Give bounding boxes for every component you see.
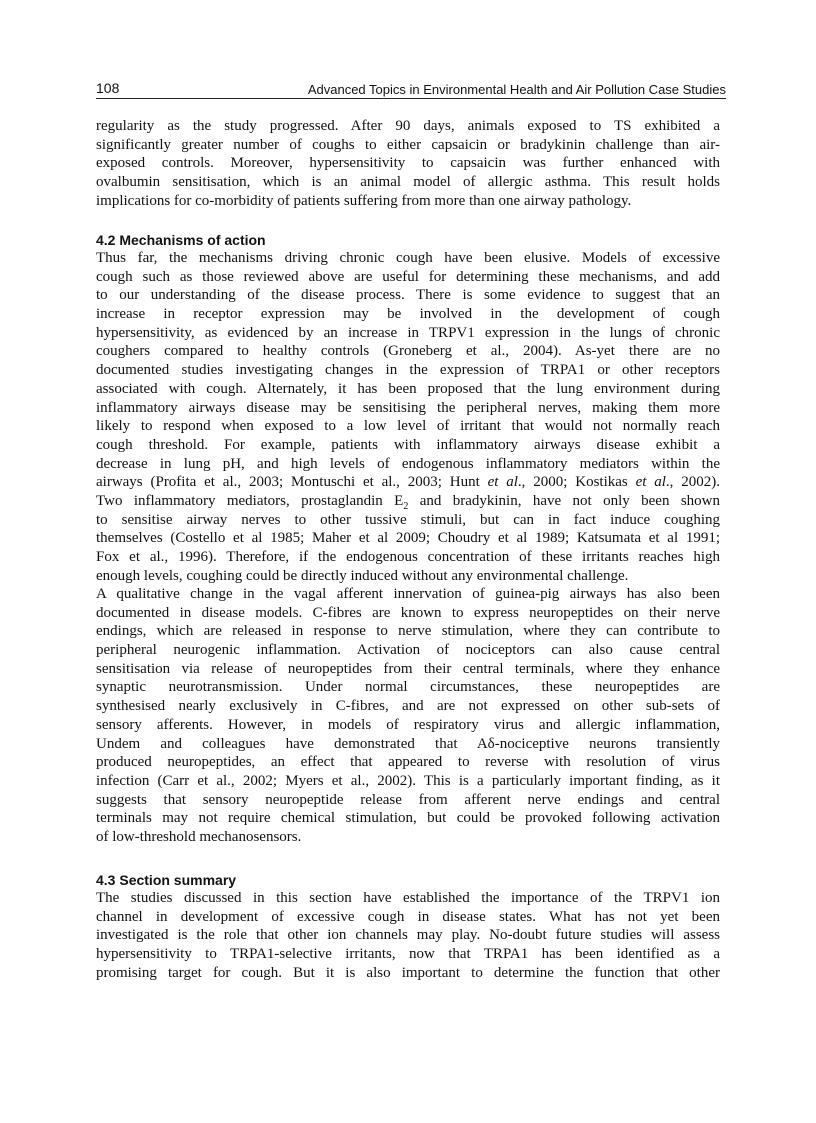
- text-segment: cough such as those reviewed above are useful for determining these mechanisms, and add: [96, 268, 720, 285]
- text-line: [96, 828, 720, 847]
- text-line: [96, 492, 720, 511]
- text-segment: channel in development of excessive cough in disease states. What has not yet been: [96, 908, 720, 925]
- text-segment: sensitisation via release of neuropeptides from their central terminals, where they enhance: [96, 660, 720, 677]
- text-segment: Two inflammatory mediators, prostaglandin E: [96, 492, 404, 509]
- text-line: [96, 964, 720, 983]
- text-line: [96, 173, 720, 192]
- text-segment: airways (Profita et al., 2003; Montuschi et al., 2003; Hunt: [96, 474, 488, 491]
- text-segment: coughers compared to healthy controls (Groneberg et al., 2004). As-yet there are no: [96, 343, 720, 360]
- text-segment: A qualitative change in the vagal afferent innervation of guinea-pig airways has also been: [96, 586, 720, 602]
- text-line: [96, 641, 720, 660]
- text-segment: decrease in lung pH, and high levels of endogenous inflammatory mediators within the: [96, 455, 720, 472]
- text-line: [96, 889, 720, 908]
- italic-text: et al: [635, 474, 666, 491]
- text-line: [96, 286, 720, 305]
- text-line: [96, 772, 720, 791]
- page-number: 108: [96, 80, 120, 96]
- text-segment: of low-threshold mechanosensors.: [96, 828, 302, 845]
- text-segment: associated with cough. Alternately, it has been proposed that the lung environment during: [96, 380, 720, 397]
- text-line: [96, 305, 720, 324]
- text-segment: infection (Carr et al., 2002; Myers et al., 2002). This is a particularly important finding, as it: [96, 772, 720, 789]
- text-line: [96, 548, 720, 567]
- text-segment: suggests that sensory neuropeptide release from afferent nerve endings and central: [96, 791, 720, 808]
- book-title: Advanced Topics in Environmental Health and Air Pollution Case Studies: [307, 82, 726, 97]
- text-segment: documented in disease models. C-fibres are known to express neuropeptides on their nerve: [96, 604, 720, 621]
- text-line: [96, 809, 720, 828]
- text-segment: increase in receptor expression may be involved in the development of cough: [96, 306, 720, 323]
- text-segment: exposed controls. Moreover, hypersensitivity to capsaicin was further enhanced with: [96, 155, 720, 172]
- text-line: [96, 417, 720, 436]
- text-line: [96, 926, 720, 945]
- text-segment: documented studies investigating changes in the expression of TRPA1 or other receptors: [96, 362, 720, 379]
- paragraph: [96, 585, 720, 847]
- text-segment: synthesised nearly exclusively in C-fibres, and are not expressed on other sub-sets of: [96, 698, 720, 715]
- text-segment: produced neuropeptides, an effect that appeared to reverse with resolution of virus: [96, 754, 720, 771]
- text-segment: synaptic neurotransmission. Under normal circumstances, these neuropeptides are: [96, 679, 720, 696]
- paragraph: [96, 889, 720, 982]
- paragraph: [96, 117, 720, 210]
- text-segment: inflammatory airways disease may be sensitising the peripheral nerves, making them more: [96, 399, 720, 416]
- text-segment: and bradykinin, have not only been shown: [408, 492, 721, 509]
- text-segment: Thus far, the mechanisms driving chronic cough have been elusive. Models of excessive: [96, 250, 720, 266]
- text-segment: terminals may not require chemical stimulation, but could be provoked following activation: [96, 810, 720, 827]
- text-line: [96, 361, 720, 380]
- text-segment: Fox et al., 1996). Therefore, if the endogenous concentration of these irritants reaches high: [96, 549, 720, 565]
- text-line: [96, 716, 720, 735]
- text-line: [96, 268, 720, 287]
- text-line: [96, 511, 720, 530]
- text-segment: hypersensitivity, as evidenced by an increase in TRPV1 expression in the lungs of chronic: [96, 324, 720, 341]
- text-segment: Undem and colleagues have demonstrated that Aδ-nociceptive neurons transiently: [96, 735, 720, 752]
- text-line: [96, 529, 720, 548]
- text-segment: regularity as the study progressed. After 90 days, animals exposed to TS exhibited a: [96, 118, 720, 134]
- text-segment: ., 2000; Kostikas: [517, 474, 636, 491]
- running-header: [96, 78, 726, 99]
- text-line: [96, 342, 720, 361]
- subscript: 2: [403, 500, 409, 512]
- text-segment: likely to respond when exposed to a low level of irritant that would not normally reach: [96, 418, 720, 435]
- text-line: [96, 585, 720, 604]
- text-segment: promising target for cough. But it is also important to determine the function that other: [96, 964, 720, 981]
- italic-text: et al: [487, 474, 518, 491]
- text-line: [96, 567, 720, 586]
- text-line: [96, 660, 720, 679]
- text-line: [96, 753, 720, 772]
- text-line: [96, 791, 720, 810]
- text-line: [96, 945, 720, 964]
- text-line: [96, 455, 720, 474]
- text-line: [96, 399, 720, 418]
- text-line: [96, 908, 720, 927]
- section-heading: 4.3 Section summary: [96, 872, 237, 888]
- text-segment: to sensitise airway nerves to other tussive stimuli, but can in fact induce coughing: [96, 511, 720, 528]
- paragraph: [96, 249, 720, 585]
- text-segment: peripheral neurogenic inflammation. Activation of nociceptors can also cause central: [96, 642, 720, 659]
- text-line: [96, 117, 720, 136]
- text-line: [96, 697, 720, 716]
- text-segment: endings, which are released in response to nerve stimulation, where they can contribute to: [96, 623, 720, 640]
- text-segment: significantly greater number of coughs to either capsaicin or bradykinin challenge than air-: [96, 136, 720, 153]
- text-line: [96, 380, 720, 399]
- text-line: [96, 678, 720, 697]
- text-line: [96, 154, 720, 173]
- text-segment: The studies discussed in this section have established the importance of the TRPV1 ion: [96, 890, 720, 906]
- text-line: [96, 192, 720, 211]
- text-segment: themselves (Costello et al 1985; Maher et al 2009; Choudry et al 1989; Katsumata et al 1991;: [96, 530, 720, 547]
- text-segment: hypersensitivity to TRPA1-selective irritants, now that TRPA1 has been identified as a: [96, 946, 720, 963]
- text-segment: to our understanding of the disease process. There is some evidence to suggest that an: [96, 287, 720, 304]
- text-segment: cough threshold. For example, patients with inflammatory airways disease exhibit a: [96, 436, 720, 453]
- text-line: [96, 735, 720, 754]
- section-heading: 4.2 Mechanisms of action: [96, 232, 266, 248]
- text-segment: ., 2002).: [665, 474, 720, 491]
- text-segment: investigated is the role that other ion channels may play. No-doubt future studies will assess: [96, 927, 720, 944]
- text-line: [96, 473, 720, 492]
- text-segment: enough levels, coughing could be directly induced without any environmental challenge.: [96, 567, 629, 584]
- text-line: [96, 324, 720, 343]
- text-segment: sensory afferents. However, in models of respiratory virus and allergic inflammation,: [96, 716, 720, 733]
- text-line: [96, 622, 720, 641]
- text-segment: implications for co-morbidity of patients suffering from more than one airway pathology.: [96, 192, 632, 209]
- text-line: [96, 604, 720, 623]
- text-line: [96, 436, 720, 455]
- text-line: [96, 249, 720, 268]
- text-segment: ovalbumin sensitisation, which is an animal model of allergic asthma. This result holds: [96, 174, 720, 191]
- text-line: [96, 136, 720, 155]
